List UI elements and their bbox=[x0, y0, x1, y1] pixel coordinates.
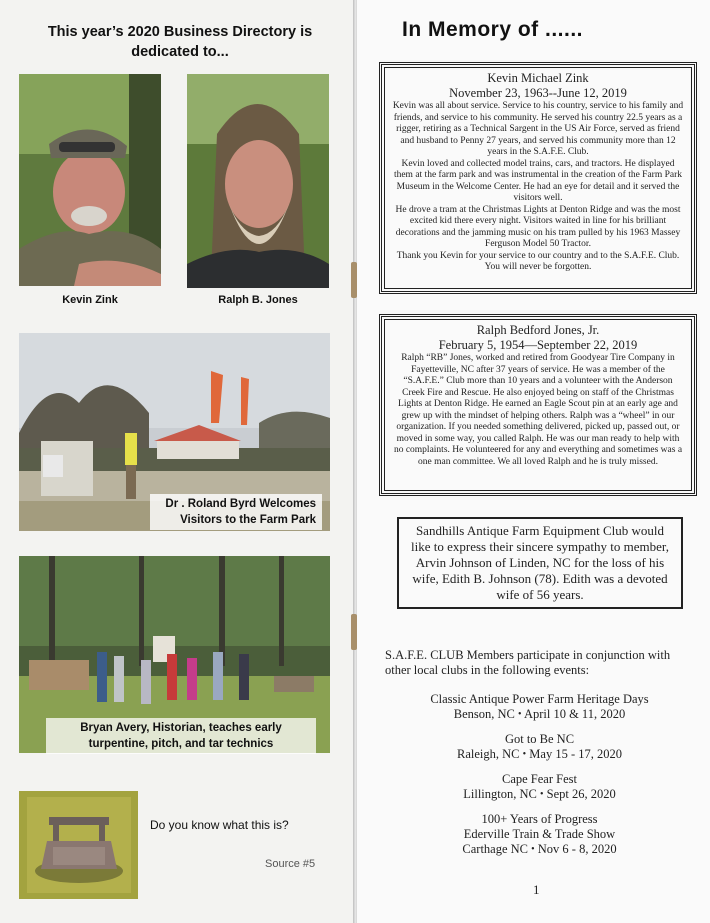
event-item bbox=[382, 692, 697, 722]
event-name-2: Ederville Train & Trade Show bbox=[463, 827, 616, 841]
event-details bbox=[382, 787, 697, 802]
event-name: 100+ Years of Progress bbox=[481, 812, 598, 826]
events-list bbox=[382, 692, 697, 867]
bullet-icon: • bbox=[531, 844, 535, 855]
mystery-object-photo bbox=[19, 791, 138, 899]
kevin-zink-photo bbox=[19, 74, 161, 286]
ralph-memorial-box bbox=[379, 314, 697, 496]
ralph-dates: February 5, 1954—September 22, 2019 bbox=[438, 338, 638, 352]
memory-heading: In Memory of ...... bbox=[402, 18, 584, 41]
sympathy-notice: Sandhills Antique Farm Equipment Club would like to express their sincere sympathy to member, Arvin Johnson of Linden, NC for the loss of his wife, Edith B. Johnson (78). Edith was a devoted wife of 56 years. bbox=[397, 517, 683, 609]
page-number: 1 bbox=[533, 882, 540, 897]
kevin-memorial-box bbox=[379, 62, 697, 294]
event-place: Benson, NC bbox=[453, 707, 515, 721]
farm-park-caption: Dr . Roland Byrd Welcomes Visitors to the Farm Park bbox=[150, 494, 322, 530]
event-details bbox=[382, 707, 697, 722]
event-item bbox=[382, 812, 697, 857]
kevin-dates: November 23, 1963--June 12, 2019 bbox=[449, 86, 627, 100]
kevin-paragraph-4: Thank you Kevin for your service to our country and to the S.A.F.E. Club. You will never be forgotten. bbox=[396, 250, 680, 272]
event-name: Cape Fear Fest bbox=[502, 772, 577, 786]
kevin-paragraph-3: He drove a tram at the Christmas Lights at Denton Ridge and was the most excited kid there every night. Visitors waited in line for his brilliant decorations and the jamming music on his tram pulled by his 1963 Massey Ferguson Model 50 Tractor. bbox=[395, 204, 681, 249]
event-item bbox=[382, 732, 697, 762]
event-name: Classic Antique Power Farm Heritage Days bbox=[430, 692, 649, 706]
participation-intro: S.A.F.E. CLUB Members participate in conjunction with other local clubs in the following events: bbox=[385, 648, 671, 677]
caption-kevin-zink: Kevin Zink bbox=[62, 294, 118, 306]
ralph-jones-photo bbox=[187, 74, 329, 288]
bullet-icon: • bbox=[540, 789, 544, 800]
right-page bbox=[357, 0, 710, 923]
event-date: April 10 & 11, 2020 bbox=[523, 707, 626, 721]
event-date: May 15 - 17, 2020 bbox=[529, 747, 622, 761]
caption-ralph-jones: Ralph B. Jones bbox=[218, 294, 298, 306]
kevin-full-name: Kevin Michael Zink bbox=[487, 71, 589, 85]
event-name: Got to Be NC bbox=[504, 732, 575, 746]
event-date: Nov 6 - 8, 2020 bbox=[537, 842, 617, 856]
ralph-paragraph: Ralph “RB” Jones, worked and retired from Goodyear Tire Company in Fayetteville, NC after 37 years of service. He was a member of the “S.A.F.E.” Club more than 10 years and a volunteer with the Anderson Creek Fire and Rescue. He also enjoyed being on staff of the Christmas Lights at Denton Ridge. He earned an Eagle Scout pin at an early age and grew up with the mindset of helping others. Ralph was a “wheel” in our organization. If you needed something delivered, picked up, passed out, or moved in some way, you called Ralph. He was our man ready to help with no complaints. He volunteered for any and everything and sometimes was a one man committee. We all loved Ralph and he is truly missed. bbox=[393, 353, 683, 467]
event-place: Carthage NC bbox=[462, 842, 528, 856]
event-item bbox=[382, 772, 697, 802]
event-details bbox=[382, 842, 697, 857]
event-date: Sept 26, 2020 bbox=[546, 787, 616, 801]
historian-caption: Bryan Avery, Historian, teaches early turpentine, pitch, and tar technics bbox=[46, 718, 316, 754]
event-place: Raleigh, NC bbox=[457, 747, 520, 761]
source-note: Source #5 bbox=[265, 858, 316, 870]
kevin-paragraph-1: Kevin was all about service. Service to his country, service to his family and friends, and service to his community. He served his country 22.5 years as a rigger, retiring as a Technical Sargent in the US Air Force, served as friend and husband to Penny 27 years, and served his community more than 12 years in the S.A.F.E. Club. bbox=[392, 101, 684, 157]
kevin-paragraph-2: Kevin loved and collected model trains, cars, and tractors. He displayed them at the farm park and was instrumental in the creation of the Farm Park Museum in the Welcome Center. He had an eye for detail and it served the visitors well. bbox=[393, 158, 683, 203]
ralph-full-name: Ralph Bedford Jones, Jr. bbox=[476, 323, 600, 337]
event-details bbox=[382, 747, 697, 762]
bullet-icon: • bbox=[522, 749, 527, 760]
bullet-icon: • bbox=[518, 709, 522, 720]
event-place: Lillington, NC bbox=[463, 787, 537, 801]
dedication-title: This year’s 2020 Business Directory is dedicated to... bbox=[47, 24, 313, 60]
question-text: Do you know what this is? bbox=[150, 818, 289, 832]
